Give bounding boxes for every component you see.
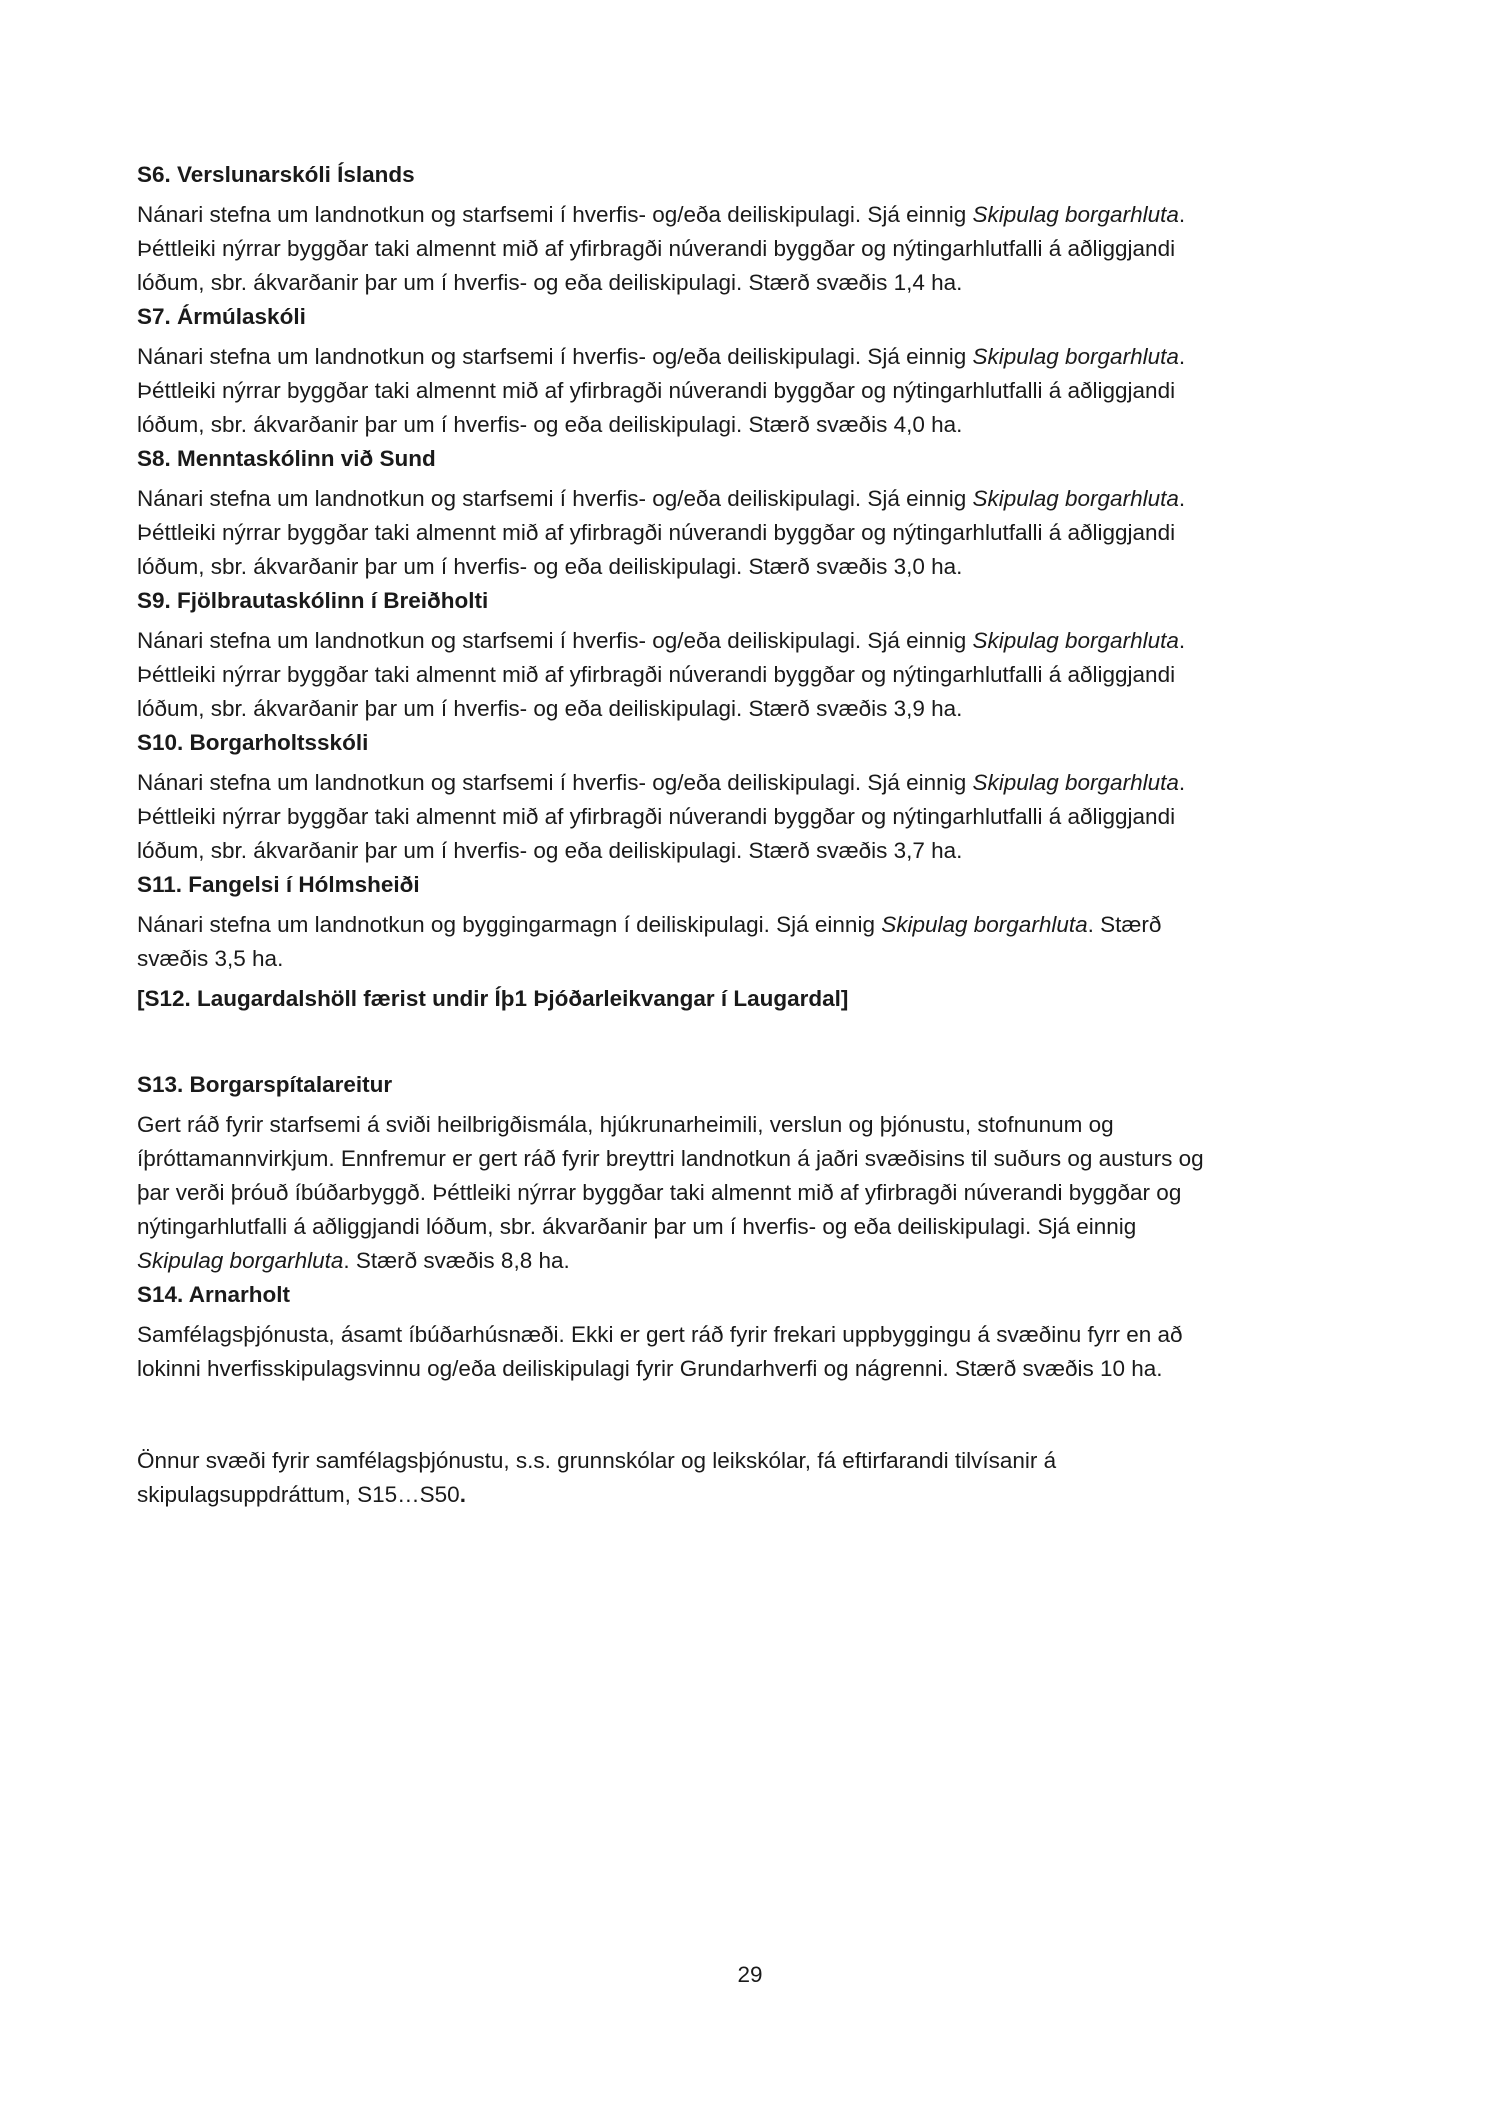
section-heading: S14. Arnarholt [137, 1282, 290, 1307]
body-line [137, 198, 1377, 232]
text-run: skipulagsuppdráttum, S15…S50 [137, 1482, 460, 1507]
section-s12 [137, 976, 1377, 1016]
text-run: . Stærð [1087, 912, 1162, 937]
text-run: Nánari stefna um landnotkun og byggingarmagn í deiliskipulagi. Sjá einnig [137, 912, 882, 937]
body-line: nýtingarhlutfalli á aðliggjandi lóðum, sbr. ákvarðanir þar um í hverfis- og eða deiliskipulagi. Sjá einnig [137, 1214, 1137, 1239]
body-line: þar verði þróuð íbúðarbyggð. Þéttleiki nýrrar byggðar taki almennt mið af yfirbragði núverandi byggðar og [137, 1180, 1182, 1205]
body-line: Þéttleiki nýrrar byggðar taki almennt mið af yfirbragði núverandi byggðar og nýtingarhlutfalli á aðliggjandi [137, 236, 1176, 261]
body-line: lóðum, sbr. ákvarðanir þar um í hverfis- og eða deiliskipulagi. Stærð svæðis 1,4 ha. [137, 270, 963, 295]
text-run: Nánari stefna um landnotkun og starfsemi í hverfis- og/eða deiliskipulagi. Sjá einnig [137, 202, 973, 227]
section-body [137, 624, 1377, 726]
closing-paragraph [137, 1444, 1377, 1512]
body-line: lóðum, sbr. ákvarðanir þar um í hverfis- og eða deiliskipulagi. Stærð svæðis 3,7 ha. [137, 838, 963, 863]
section-s13 [137, 1068, 1377, 1278]
italic-reference: Skipulag borgarhluta [972, 770, 1179, 795]
text-run: Nánari stefna um landnotkun og starfsemi í hverfis- og/eða deiliskipulagi. Sjá einnig [137, 486, 973, 511]
body-line [137, 1244, 1377, 1278]
document-body [137, 158, 1377, 1512]
body-line [137, 340, 1377, 374]
section-body [137, 766, 1377, 868]
section-body [137, 1318, 1377, 1386]
section-heading: [S12. Laugardalshöll færist undir Íþ1 Þjóðarleikvangar í Laugardal] [137, 986, 849, 1011]
text-run: . [459, 1482, 466, 1507]
body-line: Samfélagsþjónusta, ásamt íbúðarhúsnæði. Ekki er gert ráð fyrir frekari uppbyggingu á svæðinu fyrr en að [137, 1322, 1183, 1347]
page-number: 29 [737, 1962, 763, 1987]
section-s10 [137, 726, 1377, 868]
section-s9 [137, 584, 1377, 726]
body-line: Önnur svæði fyrir samfélagsþjónustu, s.s. grunnskólar og leikskólar, fá eftirfarandi tilvísanir á [137, 1448, 1057, 1473]
section-s8 [137, 442, 1377, 584]
body-line: Þéttleiki nýrrar byggðar taki almennt mið af yfirbragði núverandi byggðar og nýtingarhlutfalli á aðliggjandi [137, 662, 1176, 687]
text-run: Nánari stefna um landnotkun og starfsemi í hverfis- og/eða deiliskipulagi. Sjá einnig [137, 770, 973, 795]
section-heading: S13. Borgarspítalareitur [137, 1072, 393, 1097]
text-run: . [1178, 202, 1186, 227]
text-run: . [1178, 770, 1186, 795]
body-line [137, 908, 1377, 942]
body-line: Þéttleiki nýrrar byggðar taki almennt mið af yfirbragði núverandi byggðar og nýtingarhlutfalli á aðliggjandi [137, 520, 1176, 545]
body-line: Gert ráð fyrir starfsemi á sviði heilbrigðismála, hjúkrunarheimili, verslun og þjónustu, stofnunum og [137, 1112, 1114, 1137]
section-heading: S11. Fangelsi í Hólmsheiði [137, 872, 420, 897]
section-s14 [137, 1278, 1377, 1386]
section-heading: S6. Verslunarskóli Íslands [137, 162, 415, 187]
italic-reference: Skipulag borgarhluta [972, 202, 1179, 227]
body-line: lóðum, sbr. ákvarðanir þar um í hverfis- og eða deiliskipulagi. Stærð svæðis 3,0 ha. [137, 554, 963, 579]
italic-reference: Skipulag borgarhluta [972, 486, 1179, 511]
body-line [137, 482, 1377, 516]
text-run: . Stærð svæðis 8,8 ha. [343, 1248, 570, 1273]
text-run: Nánari stefna um landnotkun og starfsemi í hverfis- og/eða deiliskipulagi. Sjá einnig [137, 628, 973, 653]
section-heading: S8. Menntaskólinn við Sund [137, 446, 436, 471]
italic-reference: Skipulag borgarhluta [137, 1248, 344, 1273]
body-line: svæðis 3,5 ha. [137, 946, 284, 971]
section-s6 [137, 158, 1377, 300]
section-body [137, 908, 1377, 976]
body-line: Þéttleiki nýrrar byggðar taki almennt mið af yfirbragði núverandi byggðar og nýtingarhlutfalli á aðliggjandi [137, 378, 1176, 403]
section-heading: S9. Fjölbrautaskólinn í Breiðholti [137, 588, 489, 613]
body-line: lóðum, sbr. ákvarðanir þar um í hverfis- og eða deiliskipulagi. Stærð svæðis 4,0 ha. [137, 412, 963, 437]
text-run: Nánari stefna um landnotkun og starfsemi í hverfis- og/eða deiliskipulagi. Sjá einnig [137, 344, 973, 369]
section-s11 [137, 868, 1377, 976]
section-body [137, 198, 1377, 300]
text-run: . [1178, 628, 1186, 653]
text-run: . [1178, 344, 1186, 369]
section-body [137, 1108, 1377, 1278]
italic-reference: Skipulag borgarhluta [972, 628, 1179, 653]
body-line: lóðum, sbr. ákvarðanir þar um í hverfis- og eða deiliskipulagi. Stærð svæðis 3,9 ha. [137, 696, 963, 721]
section-heading: S10. Borgarholtsskóli [137, 730, 369, 755]
italic-reference: Skipulag borgarhluta [881, 912, 1088, 937]
body-line: lokinni hverfisskipulagsvinnu og/eða deiliskipulagi fyrir Grundarhverfi og nágrenni. Stærð svæðis 10 ha. [137, 1356, 1163, 1381]
body-line: Þéttleiki nýrrar byggðar taki almennt mið af yfirbragði núverandi byggðar og nýtingarhlutfalli á aðliggjandi [137, 804, 1176, 829]
section-body [137, 482, 1377, 584]
body-line [137, 766, 1377, 800]
section-body [137, 340, 1377, 442]
section-heading: S7. Ármúlaskóli [137, 304, 306, 329]
text-run: . [1178, 486, 1186, 511]
italic-reference: Skipulag borgarhluta [972, 344, 1179, 369]
section-s7 [137, 300, 1377, 442]
body-line: íþróttamannvirkjum. Ennfremur er gert ráð fyrir breyttri landnotkun á jaðri svæðisins til suðurs og austurs og [137, 1146, 1204, 1171]
body-line [137, 1478, 1377, 1512]
body-line [137, 624, 1377, 658]
